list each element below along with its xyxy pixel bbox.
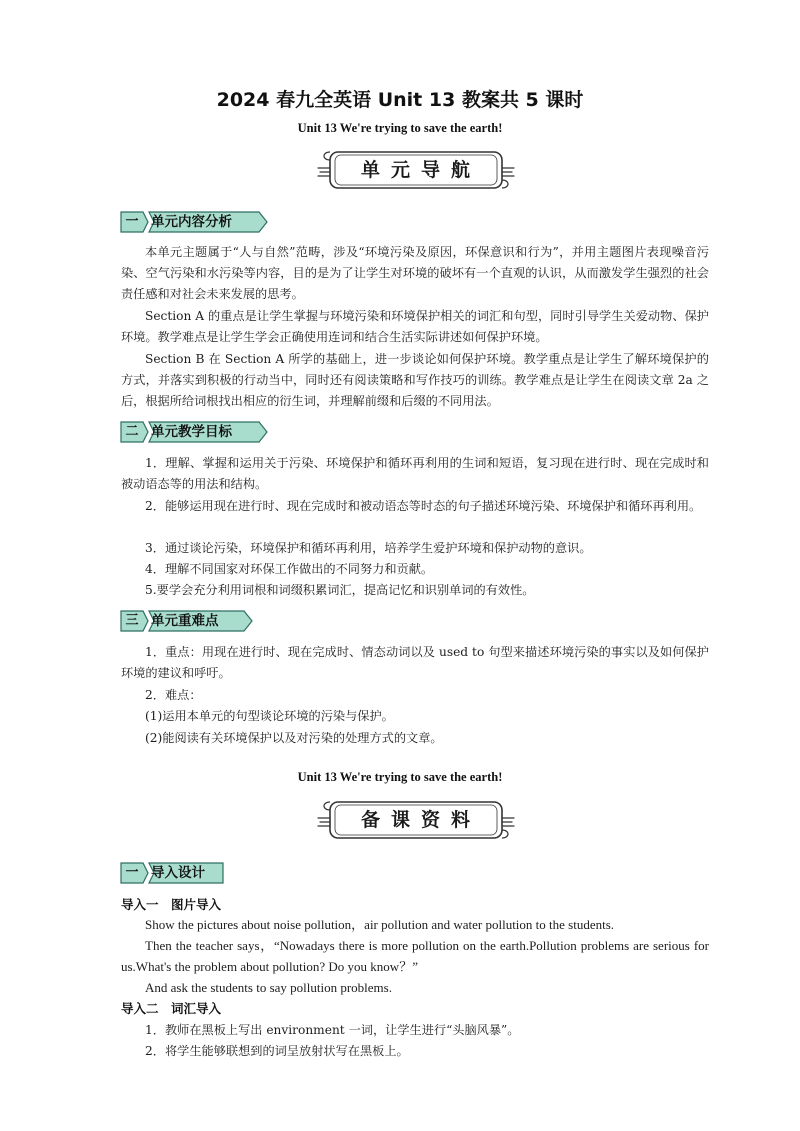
intro-method-2-title: 导入二 词汇导入 xyxy=(121,1001,222,1016)
intro-method-1-line-2: Then the teacher says，“Nowadays there is more pollution on the earth.Pollution problems are serious for us.What's the problem about pollution? Do you know？” xyxy=(121,938,709,974)
section-number: 三 xyxy=(125,613,139,628)
analysis-paragraph-1: 本单元主题属于“人与自然”范畴，涉及“环境污染及原因，环保意识和行为”，并用主题图片表现噪音污染、空气污染和水污染等内容，目的是为了让学生对环境的破坏有一个直观的认识，从而激发学生强烈的社会责任感和对社会未来发展的思考。 xyxy=(121,245,709,301)
goal-item-5: 5.要学会充分利用词根和词缀积累词汇，提高记忆和识别单词的有效性。 xyxy=(145,583,535,597)
unit-navigation-banner xyxy=(316,146,516,194)
goal-item-1: 1．理解、掌握和运用关于污染、环境保护和循环再利用的生词和短语，复习现在进行时、现在完成时和被动语态等的用法和结构。 xyxy=(121,456,709,491)
analysis-paragraph-2: Section A 的重点是让学生掌握与环境污染和环境保护相关的词汇和句型，同时引导学生关爱动物、保护环境。教学难点是让学生学会正确使用连词和结合生活实际讲述如何保护环境。 xyxy=(121,309,709,344)
goal-item-3: 3．通过谈论污染，环境保护和循环再利用，培养学生爱护环境和保护动物的意识。 xyxy=(145,541,592,555)
section-heading-content-analysis xyxy=(119,210,269,234)
section-label: 单元教学目标 xyxy=(151,424,232,440)
section-label: 单元重难点 xyxy=(151,613,219,629)
goal-item-2: 2．能够运用现在进行时、现在完成时和被动语态等时态的句子描述环境污染、环境保护和循环再利用。 xyxy=(145,499,702,513)
intro-method-2-line-1: 1．教师在黑板上写出 environment 一词，让学生进行“头脑风暴”。 xyxy=(145,1023,520,1037)
section-label: 单元内容分析 xyxy=(151,214,232,230)
unit-subtitle: Unit 13 We're trying to save the earth! xyxy=(297,121,503,135)
section-number: 二 xyxy=(125,424,139,439)
analysis-paragraph-3: Section B 在 Section A 所学的基础上，进一步谈论如何保护环境。教学重点是让学生了解环境保护的方式，并落实到积极的行动当中，同时还有阅读策略和写作技巧的训练。教学难点是让学生在阅读文章 2a 之后，根据所给词根找出相应的衍生词，并理解前缀和后缀的不同用法。 xyxy=(121,352,709,408)
intro-method-2-line-2: 2．将学生能够联想到的词呈放射状写在黑板上。 xyxy=(145,1044,409,1058)
banner-title: 单元导航 xyxy=(360,159,481,181)
key-point-item-3: (1)运用本单元的句型谈论环境的污染与保护。 xyxy=(145,709,394,723)
section-number: 一 xyxy=(125,865,139,880)
section-number: 一 xyxy=(125,214,139,229)
document-title: 2024 春九全英语 Unit 13 教案共 5 课时 xyxy=(216,89,584,111)
lesson-materials-banner xyxy=(316,796,516,844)
key-point-item-4: (2)能阅读有关环境保护以及对污染的处理方式的文章。 xyxy=(145,731,443,745)
section-label: 导入设计 xyxy=(151,865,205,881)
intro-method-1-line-3: And ask the students to say pollution problems. xyxy=(145,980,392,995)
goal-item-4: 4．理解不同国家对环保工作做出的不同努力和贡献。 xyxy=(145,562,434,576)
intro-method-1-line-1: Show the pictures about noise pollution，air pollution and water pollution to the students. xyxy=(145,917,615,932)
section-heading-key-points xyxy=(119,609,254,633)
key-point-item-2: 2．难点： xyxy=(145,688,202,702)
unit-subtitle-2: Unit 13 We're trying to save the earth! xyxy=(297,770,503,784)
intro-method-1-title: 导入一 图片导入 xyxy=(121,897,222,912)
banner-title: 备课资料 xyxy=(360,809,481,831)
section-heading-teaching-goals xyxy=(119,420,269,444)
section-heading-intro-design xyxy=(119,861,227,885)
key-point-item-1: 1．重点：用现在进行时、现在完成时、情态动词以及 used to 句型来描述环境污染的事实以及如何保护环境的建议和呼吁。 xyxy=(121,645,709,680)
